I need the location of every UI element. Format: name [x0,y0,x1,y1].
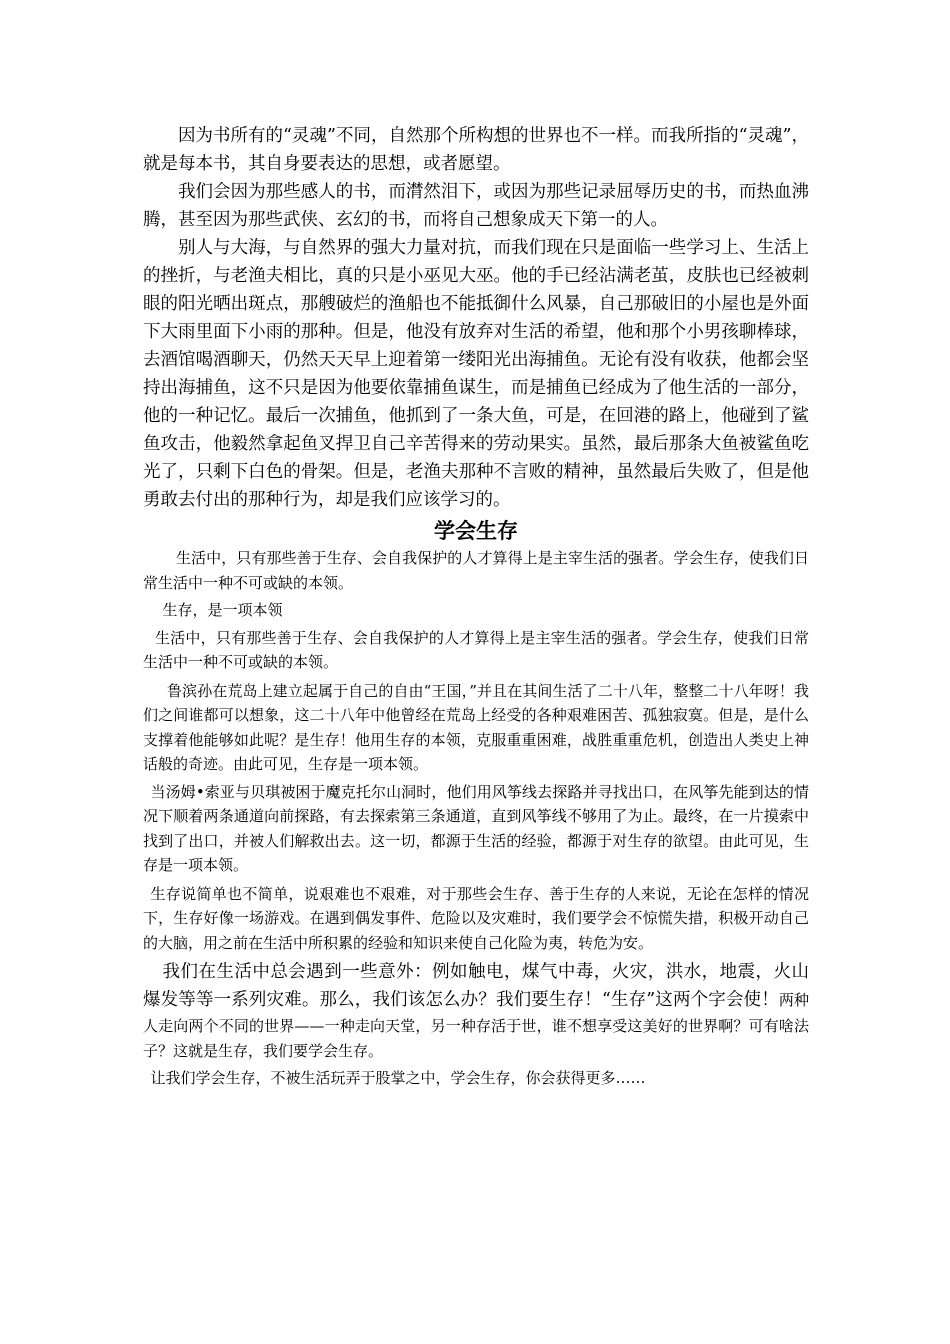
paragraph-robinson: 鲁滨孙在荒岛上建立起属于自己的自由“王国，”并且在其间生活了二十八年，整整二十八年呀！我们之间谁都可以想象，这二十八年中他曾经在荒岛上经受的各种艰难困苦、孤独寂寞。但是，是什么支撑着他能够如此呢？是生存！他用生存的本领，克服重重困难，战胜重重危机，创造出人类史上神话般的奇迹。由此可见，生存是一项本领。 [143,681,809,773]
paragraph-closing: 让我们学会生存，不被生活玩弄于股掌之中，学会生存，你会获得更多…… [150,1069,646,1087]
paragraph-intro-repeat: 生活中，只有那些善于生存、会自我保护的人才算得上是主宰生活的强者。学会生存，使我们日常生活中一种不可或缺的本领。 [143,628,809,671]
paragraph-essay-intro: 生活中，只有那些善于生存、会自我保护的人才算得上是主宰生活的强者。学会生存，使我们日常生活中一种不可或缺的本领。 [143,549,809,592]
essay-title: 学会生存 [434,519,518,543]
paragraph-old-fisherman: 别人与大海，与自然界的强大力量对抗，而我们现在只是面临一些学习上、生活上的挫折，与老渔夫相比，真的只是小巫见大巫。他的手已经沾满老茧，皮肤也已经被刺眼的阳光晒出斑点，那艘破烂的渔船也不能抵御什么风暴，自己那破旧的小屋也是外面下大雨里面下小雨的那种。但是，他没有放弃对生活的希望，他和那个小男孩聊棒球，去酒馆喝酒聊天，仍然天天早上迎着第一缕阳光出海捕鱼。无论有没有收获，他都会坚持出海捕鱼，这不只是因为他要依靠捕鱼谋生，而是捕鱼已经成为了他生活的一部分，他的一种记忆。最后一次捕鱼，他抓到了一条大鱼，可是，在回港的路上，他碰到了鲨鱼攻击，他毅然拿起鱼叉捍卫自己辛苦得来的劳动果实。虽然，最后那条大鱼被鲨鱼吃光了，只剩下白色的骨架。但是，老渔夫那种不言败的精神，虽然最后失败了，但是他勇敢去付出的那种行为，却是我们应该学习的。 [143,238,809,510]
paragraph-tom-sawyer: 当汤姆•索亚与贝琪被困于魔克托尔山洞时，他们用风筝线去探路并寻找出口，在风筝先能到达的情况下顺着两条通道向前探路，有去探索第三条通道，直到风筝线不够用了为止。最终，在一片摸索中找到了出口，并被人们解救出去。这一切，都源于生活的经验，都源于对生存的欲望。由此可见，生存是一项本领。 [143,782,809,874]
disasters-lead-text: 我们在生活中总会遇到一些意外：例如触电，煤气中毒，火灾，洪水，地震，火山爆发等等一系列灾难。那么，我们该怎么办？我们要生存！“生存”这两个字会使！ [143,962,809,1010]
paragraph-disasters [143,958,809,1063]
paragraph-survival-game: 生存说简单也不简单，说艰难也不艰难，对于那些会生存、善于生存的人来说，无论在怎样的情况下，生存好像一场游戏。在遇到偶发事件、危险以及灾难时，我们要学会不惊慌失措，积极开动自己的大脑，用之前在生活中所积累的经验和知识来使自己化险为夷，转危为安。 [143,884,809,952]
essay-subheading: 生存，是一项本领 [162,601,283,619]
paragraph-book-emotions: 我们会因为那些感人的书，而潸然泪下，或因为那些记录屈辱历史的书，而热血沸腾，甚至因为那些武侠、玄幻的书，而将自己想象成天下第一的人。 [143,182,809,230]
document-page [143,122,809,1091]
paragraph-book-soul: 因为书所有的“灵魂”不同，自然那个所构想的世界也不一样。而我所指的“灵魂”，就是每本书，其自身要表达的思想，或者愿望。 [143,126,809,174]
disasters-rest-text: 两种人走向两个不同的世界——一种走向天堂，另一种存活于世，谁不想享受这美好的世界啊？可有啥法子？这就是生存，我们要学会生存。 [143,991,809,1060]
